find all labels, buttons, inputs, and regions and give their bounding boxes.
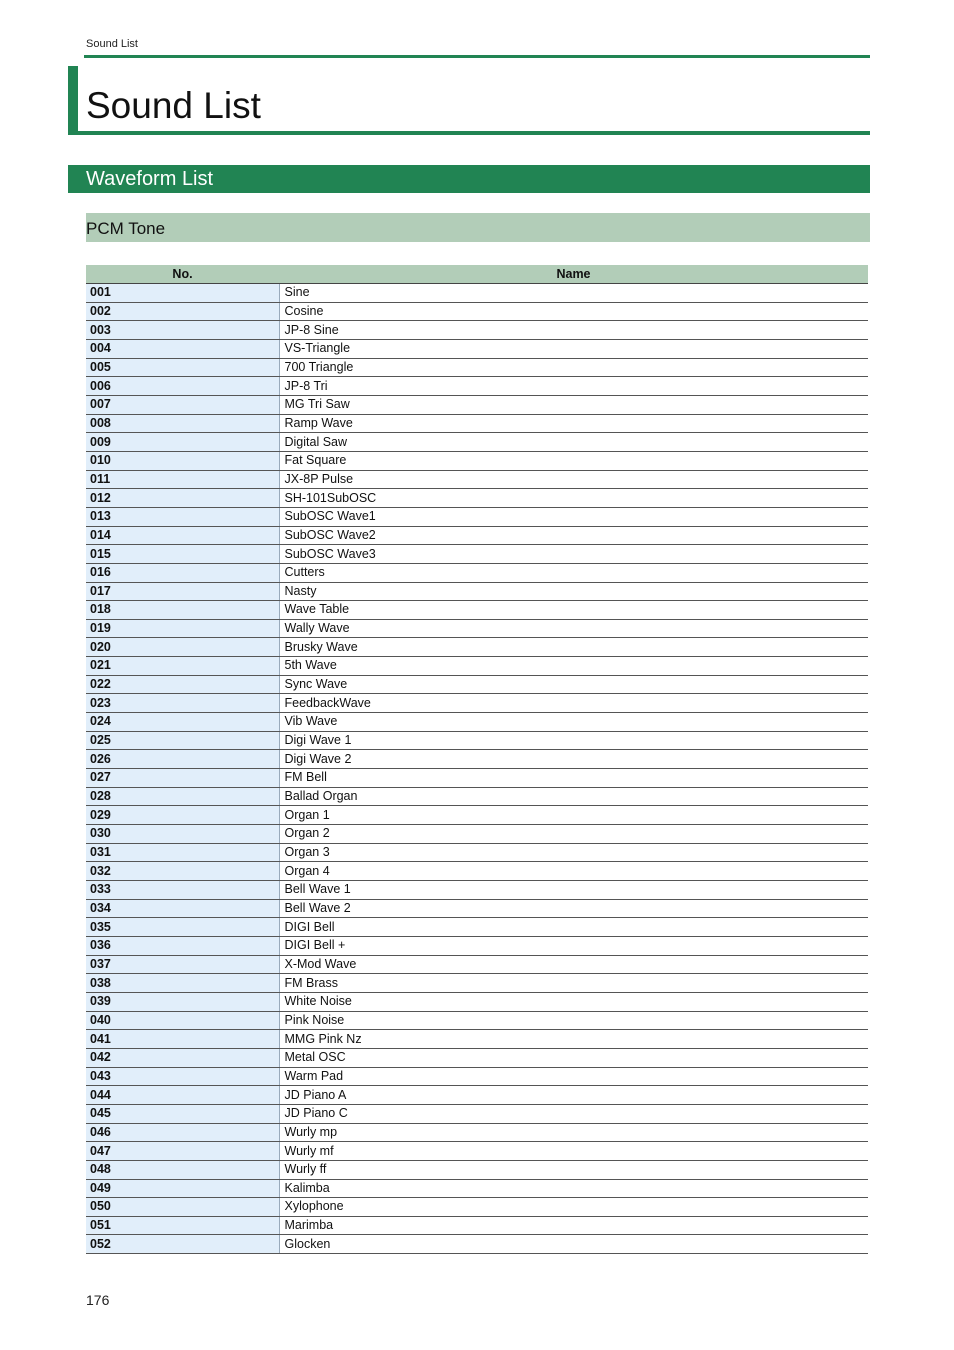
table-row (86, 825, 868, 844)
tone-number: 025 (86, 731, 279, 750)
tone-number: 022 (86, 675, 279, 694)
table-row (86, 545, 868, 564)
tone-name: SubOSC Wave2 (279, 526, 868, 545)
table-row (86, 843, 868, 862)
title-underline (68, 131, 870, 135)
tone-number: 017 (86, 582, 279, 601)
tone-name: JD Piano C (279, 1104, 868, 1123)
section-title: Waveform List (86, 168, 214, 190)
tone-number: 028 (86, 787, 279, 806)
tone-number: 049 (86, 1179, 279, 1198)
table-row (86, 489, 868, 508)
tone-number: 040 (86, 1011, 279, 1030)
page-number: 176 (86, 1292, 110, 1308)
tone-number: 001 (86, 284, 279, 303)
table-row (86, 601, 868, 620)
table-row (86, 936, 868, 955)
tone-number: 035 (86, 918, 279, 937)
tone-number: 014 (86, 526, 279, 545)
table-row (86, 302, 868, 321)
tone-name: Marimba (279, 1216, 868, 1235)
tone-number: 034 (86, 899, 279, 918)
tone-number: 041 (86, 1030, 279, 1049)
tone-name: Ballad Organ (279, 787, 868, 806)
tone-name: Wurly ff (279, 1160, 868, 1179)
tone-number: 048 (86, 1160, 279, 1179)
table-header-row (86, 265, 868, 284)
tone-name: MMG Pink Nz (279, 1030, 868, 1049)
tone-name: Glocken (279, 1235, 868, 1254)
tone-name: White Noise (279, 992, 868, 1011)
tone-number: 021 (86, 657, 279, 676)
tone-number: 042 (86, 1048, 279, 1067)
table-row (86, 1198, 868, 1217)
table-row (86, 339, 868, 358)
table-row (86, 638, 868, 657)
tone-name: Wurly mp (279, 1123, 868, 1142)
tone-number: 039 (86, 992, 279, 1011)
table-row (86, 582, 868, 601)
tone-number: 026 (86, 750, 279, 769)
tone-number: 006 (86, 377, 279, 396)
tone-name: JP-8 Sine (279, 321, 868, 340)
table-row (86, 377, 868, 396)
tone-number: 012 (86, 489, 279, 508)
tone-number: 010 (86, 451, 279, 470)
tone-name: FM Bell (279, 769, 868, 788)
table-row (86, 395, 868, 414)
table-row (86, 899, 868, 918)
table-row (86, 470, 868, 489)
table-row (86, 358, 868, 377)
tone-name: SubOSC Wave3 (279, 545, 868, 564)
tone-number: 045 (86, 1104, 279, 1123)
table-row (86, 1030, 868, 1049)
tone-number: 031 (86, 843, 279, 862)
tone-name: SH-101SubOSC (279, 489, 868, 508)
tone-number: 027 (86, 769, 279, 788)
tone-name: Organ 3 (279, 843, 868, 862)
tone-name: Brusky Wave (279, 638, 868, 657)
table-row (86, 862, 868, 881)
tone-number: 046 (86, 1123, 279, 1142)
table-body (86, 284, 868, 1254)
table-row (86, 414, 868, 433)
running-header: Sound List (86, 38, 138, 50)
tone-number: 020 (86, 638, 279, 657)
tone-name: Wurly mf (279, 1142, 868, 1161)
tone-number: 043 (86, 1067, 279, 1086)
tone-number: 005 (86, 358, 279, 377)
table-row (86, 787, 868, 806)
tone-name: 700 Triangle (279, 358, 868, 377)
tone-number: 002 (86, 302, 279, 321)
table-row (86, 1048, 868, 1067)
table-row (86, 918, 868, 937)
tone-name: X-Mod Wave (279, 955, 868, 974)
column-header-no: No. (86, 265, 279, 284)
tone-number: 044 (86, 1086, 279, 1105)
table-row (86, 1160, 868, 1179)
tone-name: Fat Square (279, 451, 868, 470)
tone-number: 051 (86, 1216, 279, 1235)
tone-number: 050 (86, 1198, 279, 1217)
table-row (86, 1011, 868, 1030)
tone-number: 037 (86, 955, 279, 974)
waveform-table (86, 265, 868, 1254)
tone-name: JP-8 Tri (279, 377, 868, 396)
table-row (86, 507, 868, 526)
table-row (86, 955, 868, 974)
tone-number: 007 (86, 395, 279, 414)
table-row (86, 563, 868, 582)
tone-name: VS-Triangle (279, 339, 868, 358)
tone-name: FM Brass (279, 974, 868, 993)
table-row (86, 433, 868, 452)
tone-name: 5th Wave (279, 657, 868, 676)
tone-number: 033 (86, 881, 279, 900)
tone-name: JD Piano A (279, 1086, 868, 1105)
tone-name: Bell Wave 1 (279, 881, 868, 900)
tone-number: 008 (86, 414, 279, 433)
table-row (86, 321, 868, 340)
table-row (86, 1179, 868, 1198)
tone-number: 024 (86, 713, 279, 732)
tone-number: 036 (86, 936, 279, 955)
tone-number: 023 (86, 694, 279, 713)
tone-name: Sine (279, 284, 868, 303)
header-rule (84, 55, 870, 58)
tone-name: Wave Table (279, 601, 868, 620)
table-row (86, 1067, 868, 1086)
tone-number: 013 (86, 507, 279, 526)
table-row (86, 451, 868, 470)
tone-name: Nasty (279, 582, 868, 601)
tone-number: 047 (86, 1142, 279, 1161)
tone-name: Organ 1 (279, 806, 868, 825)
table-row (86, 713, 868, 732)
tone-name: Ramp Wave (279, 414, 868, 433)
tone-name: Digi Wave 2 (279, 750, 868, 769)
tone-name: DIGI Bell + (279, 936, 868, 955)
tone-number: 018 (86, 601, 279, 620)
tone-name: MG Tri Saw (279, 395, 868, 414)
tone-number: 004 (86, 339, 279, 358)
tone-number: 009 (86, 433, 279, 452)
tone-name: Pink Noise (279, 1011, 868, 1030)
title-accent-bar (68, 66, 78, 134)
subsection-header (86, 213, 870, 242)
table-row (86, 619, 868, 638)
tone-number: 032 (86, 862, 279, 881)
tone-number: 011 (86, 470, 279, 489)
tone-name: DIGI Bell (279, 918, 868, 937)
tone-name: Wally Wave (279, 619, 868, 638)
tone-name: SubOSC Wave1 (279, 507, 868, 526)
tone-name: FeedbackWave (279, 694, 868, 713)
tone-number: 038 (86, 974, 279, 993)
tone-name: Sync Wave (279, 675, 868, 694)
tone-name: Bell Wave 2 (279, 899, 868, 918)
tone-name: Vib Wave (279, 713, 868, 732)
tone-name: Organ 4 (279, 862, 868, 881)
tone-name: Digital Saw (279, 433, 868, 452)
tone-number: 029 (86, 806, 279, 825)
table-row (86, 750, 868, 769)
table-row (86, 1123, 868, 1142)
tone-name: Organ 2 (279, 825, 868, 844)
tone-name: Xylophone (279, 1198, 868, 1217)
tone-number: 052 (86, 1235, 279, 1254)
subsection-title: PCM Tone (86, 219, 166, 238)
table-row (86, 769, 868, 788)
table-row (86, 806, 868, 825)
table-row (86, 881, 868, 900)
table-row (86, 657, 868, 676)
table-row (86, 731, 868, 750)
tone-name: Kalimba (279, 1179, 868, 1198)
table-row (86, 694, 868, 713)
table-row (86, 526, 868, 545)
table-row (86, 1142, 868, 1161)
table-row (86, 284, 868, 303)
table-row (86, 1086, 868, 1105)
section-header (68, 165, 870, 193)
table-row (86, 1216, 868, 1235)
tone-name: Warm Pad (279, 1067, 868, 1086)
column-header-name: Name (279, 265, 868, 284)
tone-name: Metal OSC (279, 1048, 868, 1067)
tone-name: JX-8P Pulse (279, 470, 868, 489)
tone-number: 030 (86, 825, 279, 844)
table-row (86, 992, 868, 1011)
table-row (86, 1104, 868, 1123)
tone-number: 019 (86, 619, 279, 638)
tone-name: Cutters (279, 563, 868, 582)
table-row (86, 675, 868, 694)
tone-number: 016 (86, 563, 279, 582)
table-row (86, 974, 868, 993)
tone-name: Cosine (279, 302, 868, 321)
table-row (86, 1235, 868, 1254)
tone-name: Digi Wave 1 (279, 731, 868, 750)
tone-number: 015 (86, 545, 279, 564)
tone-number: 003 (86, 321, 279, 340)
page-title: Sound List (86, 85, 261, 126)
